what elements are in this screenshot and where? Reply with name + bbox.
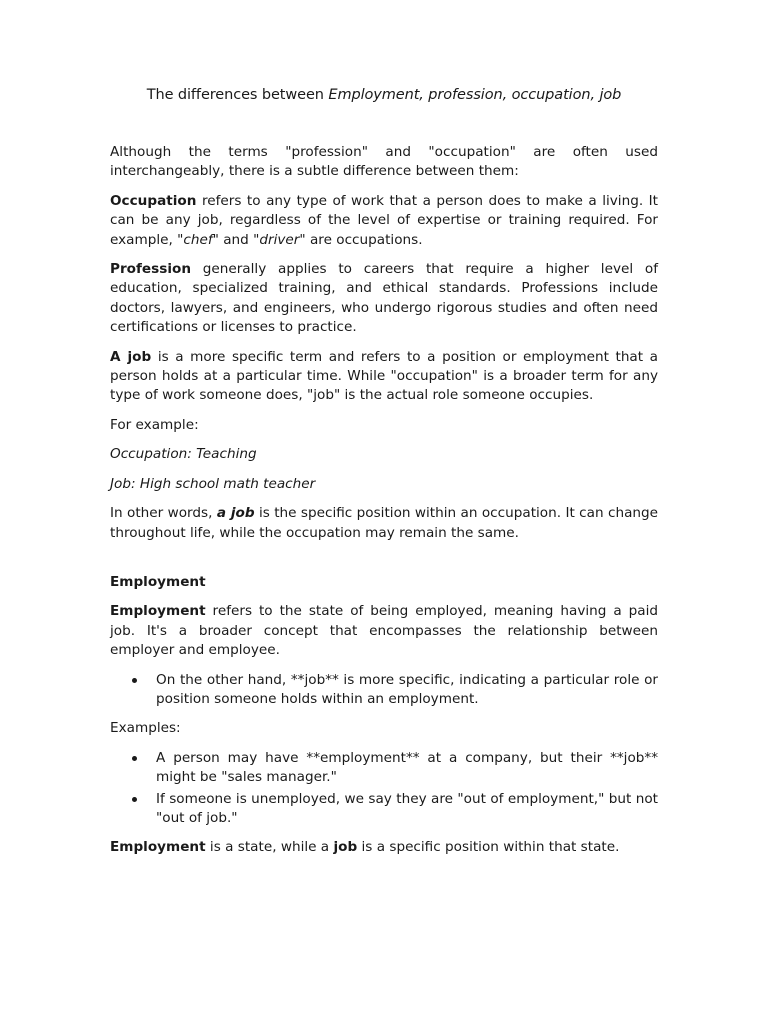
bullet-icon — [132, 756, 137, 761]
section-spacer — [110, 553, 658, 573]
list-item — [110, 790, 658, 829]
conclusion-paragraph — [110, 838, 658, 857]
occupation-paragraph — [110, 192, 658, 250]
title-italic: Employment, profession, occupation, job — [328, 87, 622, 103]
in-other-words-paragraph — [110, 504, 658, 543]
in-other-words-post: is the specific position within an occupation. It can change throughout life, while the occupation may remain the same. — [110, 505, 659, 541]
examples-label: Examples: — [110, 720, 181, 737]
list-item-text: On the other hand, **job** is more specific, indicating a particular role or position someone holds within an employment. — [156, 671, 658, 707]
bullet-list-2 — [110, 749, 658, 829]
list-item — [110, 749, 658, 788]
conclusion-mid: is a state, while a — [205, 839, 334, 856]
occupation-example-driver: driver" — [259, 231, 306, 248]
occupation-text-3: are occupations. — [305, 231, 423, 248]
job-text: is a more specific term and refers to a position or employment that a person holds at a particular time. While "occupation" is a broader term for any type of work someone does, "job" is the actual role someone occupies. — [110, 348, 658, 404]
occupation-text-1: refers to any type of work that a person does to make a living. It can be any job, regardless of the level of expertise or training required. For example, — [110, 192, 658, 248]
bullet-icon — [132, 678, 137, 683]
occupation-text-2: and " — [218, 231, 260, 248]
conclusion-post: is a specific position within that state. — [357, 839, 620, 856]
example-job: Job: High school math teacher — [110, 475, 316, 492]
employment-text: refers to the state of being employed, meaning having a paid job. It's a broader concept that encompasses the relationship between employer and employee. — [110, 603, 658, 659]
conclusion-term-job: job — [333, 839, 358, 856]
example-occupation: Occupation: Teaching — [110, 446, 257, 463]
in-other-words-term: a job — [216, 505, 255, 522]
list-item-text: If someone is unemployed, we say they are "out of employment," but not "out of job." — [156, 790, 658, 826]
occupation-term: Occupation — [110, 192, 197, 209]
employment-heading: Employment — [110, 573, 206, 590]
job-paragraph — [110, 348, 658, 406]
bullet-icon — [132, 797, 137, 802]
document-title — [0, 86, 768, 105]
in-other-words-pre: In other words, — [110, 505, 217, 522]
conclusion-term-employment: Employment — [110, 839, 206, 856]
profession-paragraph — [110, 260, 658, 338]
profession-term: Profession — [110, 261, 191, 278]
bullet-list-1 — [110, 671, 658, 710]
intro-paragraph: Although the terms "profession" and "occupation" are often used interchangeably, there is a subtle difference between them: — [110, 144, 658, 180]
occupation-example-chef: "chef" — [177, 231, 219, 248]
document-body — [110, 143, 658, 868]
employment-definition — [110, 602, 658, 660]
employment-term: Employment — [110, 603, 206, 620]
list-item-text: A person may have **employment** at a company, but their **job** might be "sales manager." — [156, 749, 658, 786]
profession-text: generally applies to careers that require a higher level of education, specialized training, and ethical standards. Professions include doctors, lawyers, and engineers, who undergo rigorous studies and often need certifications or licenses to practice. — [110, 261, 658, 336]
list-item — [110, 671, 658, 710]
for-example-label: For example: — [110, 416, 199, 433]
job-term: A job — [110, 348, 152, 365]
title-prefix: The differences between — [146, 87, 329, 103]
